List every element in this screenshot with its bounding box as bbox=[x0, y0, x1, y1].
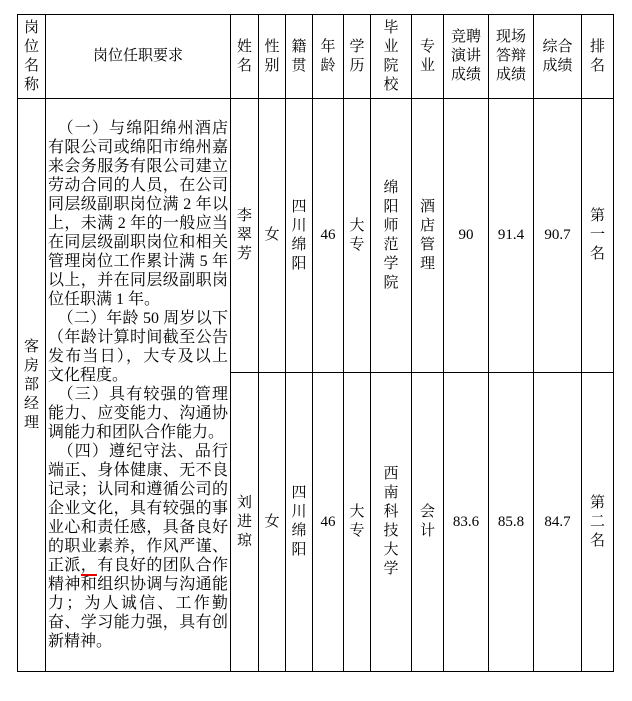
requirement-paragraph-3: （三）具有较强的管理能力、应变能力、沟通协调能力和团队合作能力。 bbox=[48, 386, 228, 441]
cell-defense-score: 91.4 bbox=[489, 99, 534, 373]
header-education: 学历 bbox=[344, 15, 371, 99]
cell-gender: 女 bbox=[259, 99, 286, 373]
header-speech-score: 竞聘演讲成绩 bbox=[444, 15, 489, 99]
cell-name: 刘进琼 bbox=[231, 373, 259, 672]
proofreading-red-underline: ， bbox=[80, 557, 98, 574]
cell-rank: 第二名 bbox=[582, 373, 614, 672]
cell-education: 大专 bbox=[344, 373, 371, 672]
requirement-paragraph-4 bbox=[48, 442, 228, 651]
cell-requirements bbox=[46, 99, 231, 672]
cell-speech-score: 90 bbox=[444, 99, 489, 373]
header-rank: 排名 bbox=[582, 15, 614, 99]
requirement-text: （四）遵纪守法、品行端正、身体健康、无不良记录；认同和遵循公司的企业文化，具有较强的事业心和责任感，具备良好的职业素养，作风严谨、正派 bbox=[48, 443, 228, 574]
header-name: 姓名 bbox=[231, 15, 259, 99]
cell-major: 会计 bbox=[412, 373, 444, 672]
cell-age: 46 bbox=[313, 99, 344, 373]
table-row bbox=[18, 99, 614, 373]
header-defense-score: 现场答辩成绩 bbox=[489, 15, 534, 99]
requirement-paragraph-1: （一）与绵阳绵州酒店有限公司或绵阳市绵州嘉来会务服务有限公司建立劳动合同的人员，在公司同层级副职岗位满 2 年以上，未满 2 年的一般应当在同层级副职岗位和相关管理岗位工作累计满 5 年以上，并在同层级副职岗位任职满 1 年。 bbox=[48, 120, 228, 308]
header-overall-score: 综合成绩 bbox=[534, 15, 582, 99]
cell-speech-score: 83.6 bbox=[444, 373, 489, 672]
requirement-paragraph-2: （二）年龄 50 周岁以下（年龄计算时间截至公告发布当日），大专及以上文化程度。 bbox=[48, 310, 228, 384]
header-school: 毕业院校 bbox=[371, 15, 412, 99]
cell-native-place: 四川绵阳 bbox=[286, 99, 313, 373]
cell-age: 46 bbox=[313, 373, 344, 672]
header-gender: 性别 bbox=[259, 15, 286, 99]
cell-school: 绵阳师范学院 bbox=[371, 99, 412, 373]
table-header-row bbox=[18, 15, 614, 99]
cell-native-place: 四川绵阳 bbox=[286, 373, 313, 672]
cell-defense-score: 85.8 bbox=[489, 373, 534, 672]
cell-overall-score: 90.7 bbox=[534, 99, 582, 373]
header-age: 年龄 bbox=[313, 15, 344, 99]
cell-overall-score: 84.7 bbox=[534, 373, 582, 672]
cell-position-name: 客房部经理 bbox=[18, 99, 46, 672]
cell-major: 酒店管理 bbox=[412, 99, 444, 373]
cell-education: 大专 bbox=[344, 99, 371, 373]
header-requirements: 岗位任职要求 bbox=[46, 15, 231, 99]
header-native-place: 籍贯 bbox=[286, 15, 313, 99]
requirement-text: 有良好的团队合作精神和组织协调与沟通能力；为人诚信、工作勤奋、学习能力强，具有创新精神。 bbox=[48, 557, 228, 650]
cell-rank: 第一名 bbox=[582, 99, 614, 373]
cell-school: 西南科技大学 bbox=[371, 373, 412, 672]
header-major: 专业 bbox=[412, 15, 444, 99]
cell-name: 李翠芳 bbox=[231, 99, 259, 373]
recruitment-results-table bbox=[17, 14, 614, 672]
header-position-name: 岗位名称 bbox=[18, 15, 46, 99]
cell-gender: 女 bbox=[259, 373, 286, 672]
